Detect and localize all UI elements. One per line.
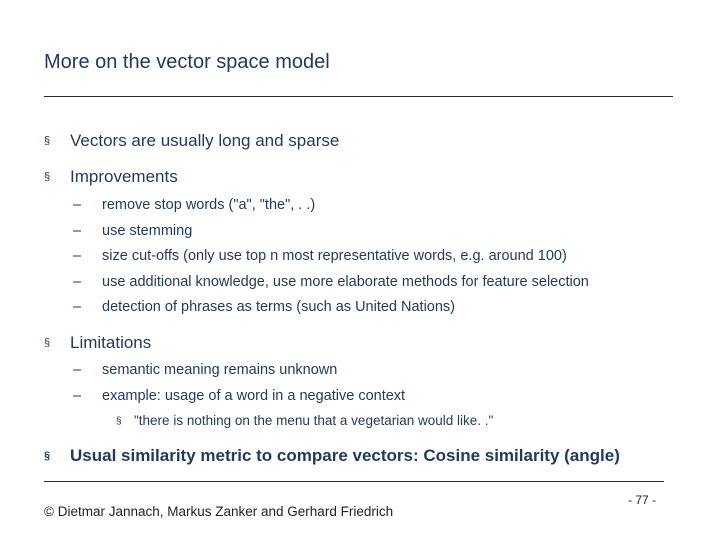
limitation-item <box>73 388 405 404</box>
bullet-text: Limitations <box>70 333 152 352</box>
improvement-item <box>73 223 192 239</box>
bullet-marker: § <box>44 337 51 349</box>
dash-marker: – <box>73 362 82 378</box>
page-number: - 77 - <box>628 493 657 507</box>
bullet-marker: § <box>44 450 51 462</box>
limitation-example-text: "there is nothing on the menu that a vegetarian would like. ." <box>134 413 494 428</box>
improvement-item <box>73 299 455 315</box>
dash-marker: – <box>73 274 82 290</box>
dash-marker: – <box>73 223 82 239</box>
improvement-item <box>73 197 315 213</box>
bullet-similarity <box>44 446 620 466</box>
bullet-marker: § <box>44 171 51 183</box>
bullet-text: Vectors are usually long and sparse <box>70 131 340 150</box>
improvement-item <box>73 274 589 290</box>
dash-marker: – <box>73 388 82 404</box>
title-divider <box>44 96 673 97</box>
limitation-text: semantic meaning remains unknown <box>102 362 338 378</box>
dash-marker: – <box>73 197 82 213</box>
bullet-marker: § <box>116 416 122 427</box>
bullet-limitations <box>44 333 151 353</box>
bullet-vectors <box>44 131 339 151</box>
slide-title: More on the vector space model <box>44 51 330 73</box>
footer-divider <box>44 481 664 482</box>
footer-copyright: © Dietmar Jannach, Markus Zanker and Gerhard Friedrich <box>44 504 394 519</box>
bullet-text: Improvements <box>70 167 178 186</box>
improvement-text: detection of phrases as terms (such as United Nations) <box>102 299 455 315</box>
improvement-item <box>73 248 567 264</box>
bullet-marker: § <box>44 135 51 147</box>
limitation-example <box>116 413 493 428</box>
improvement-text: remove stop words ("a", "the", . .) <box>102 197 316 213</box>
dash-marker: – <box>73 299 82 315</box>
improvement-text: use stemming <box>102 223 193 239</box>
improvement-text: use additional knowledge, use more elaborate methods for feature selection <box>102 274 589 290</box>
limitation-item <box>73 362 337 378</box>
limitation-text: example: usage of a word in a negative context <box>102 388 406 404</box>
dash-marker: – <box>73 248 82 264</box>
improvement-text: size cut-offs (only use top n most representative words, e.g. around 100) <box>102 248 567 264</box>
bullet-improvements <box>44 167 178 187</box>
bullet-text: Usual similarity metric to compare vectors: Cosine similarity (angle) <box>70 446 620 465</box>
